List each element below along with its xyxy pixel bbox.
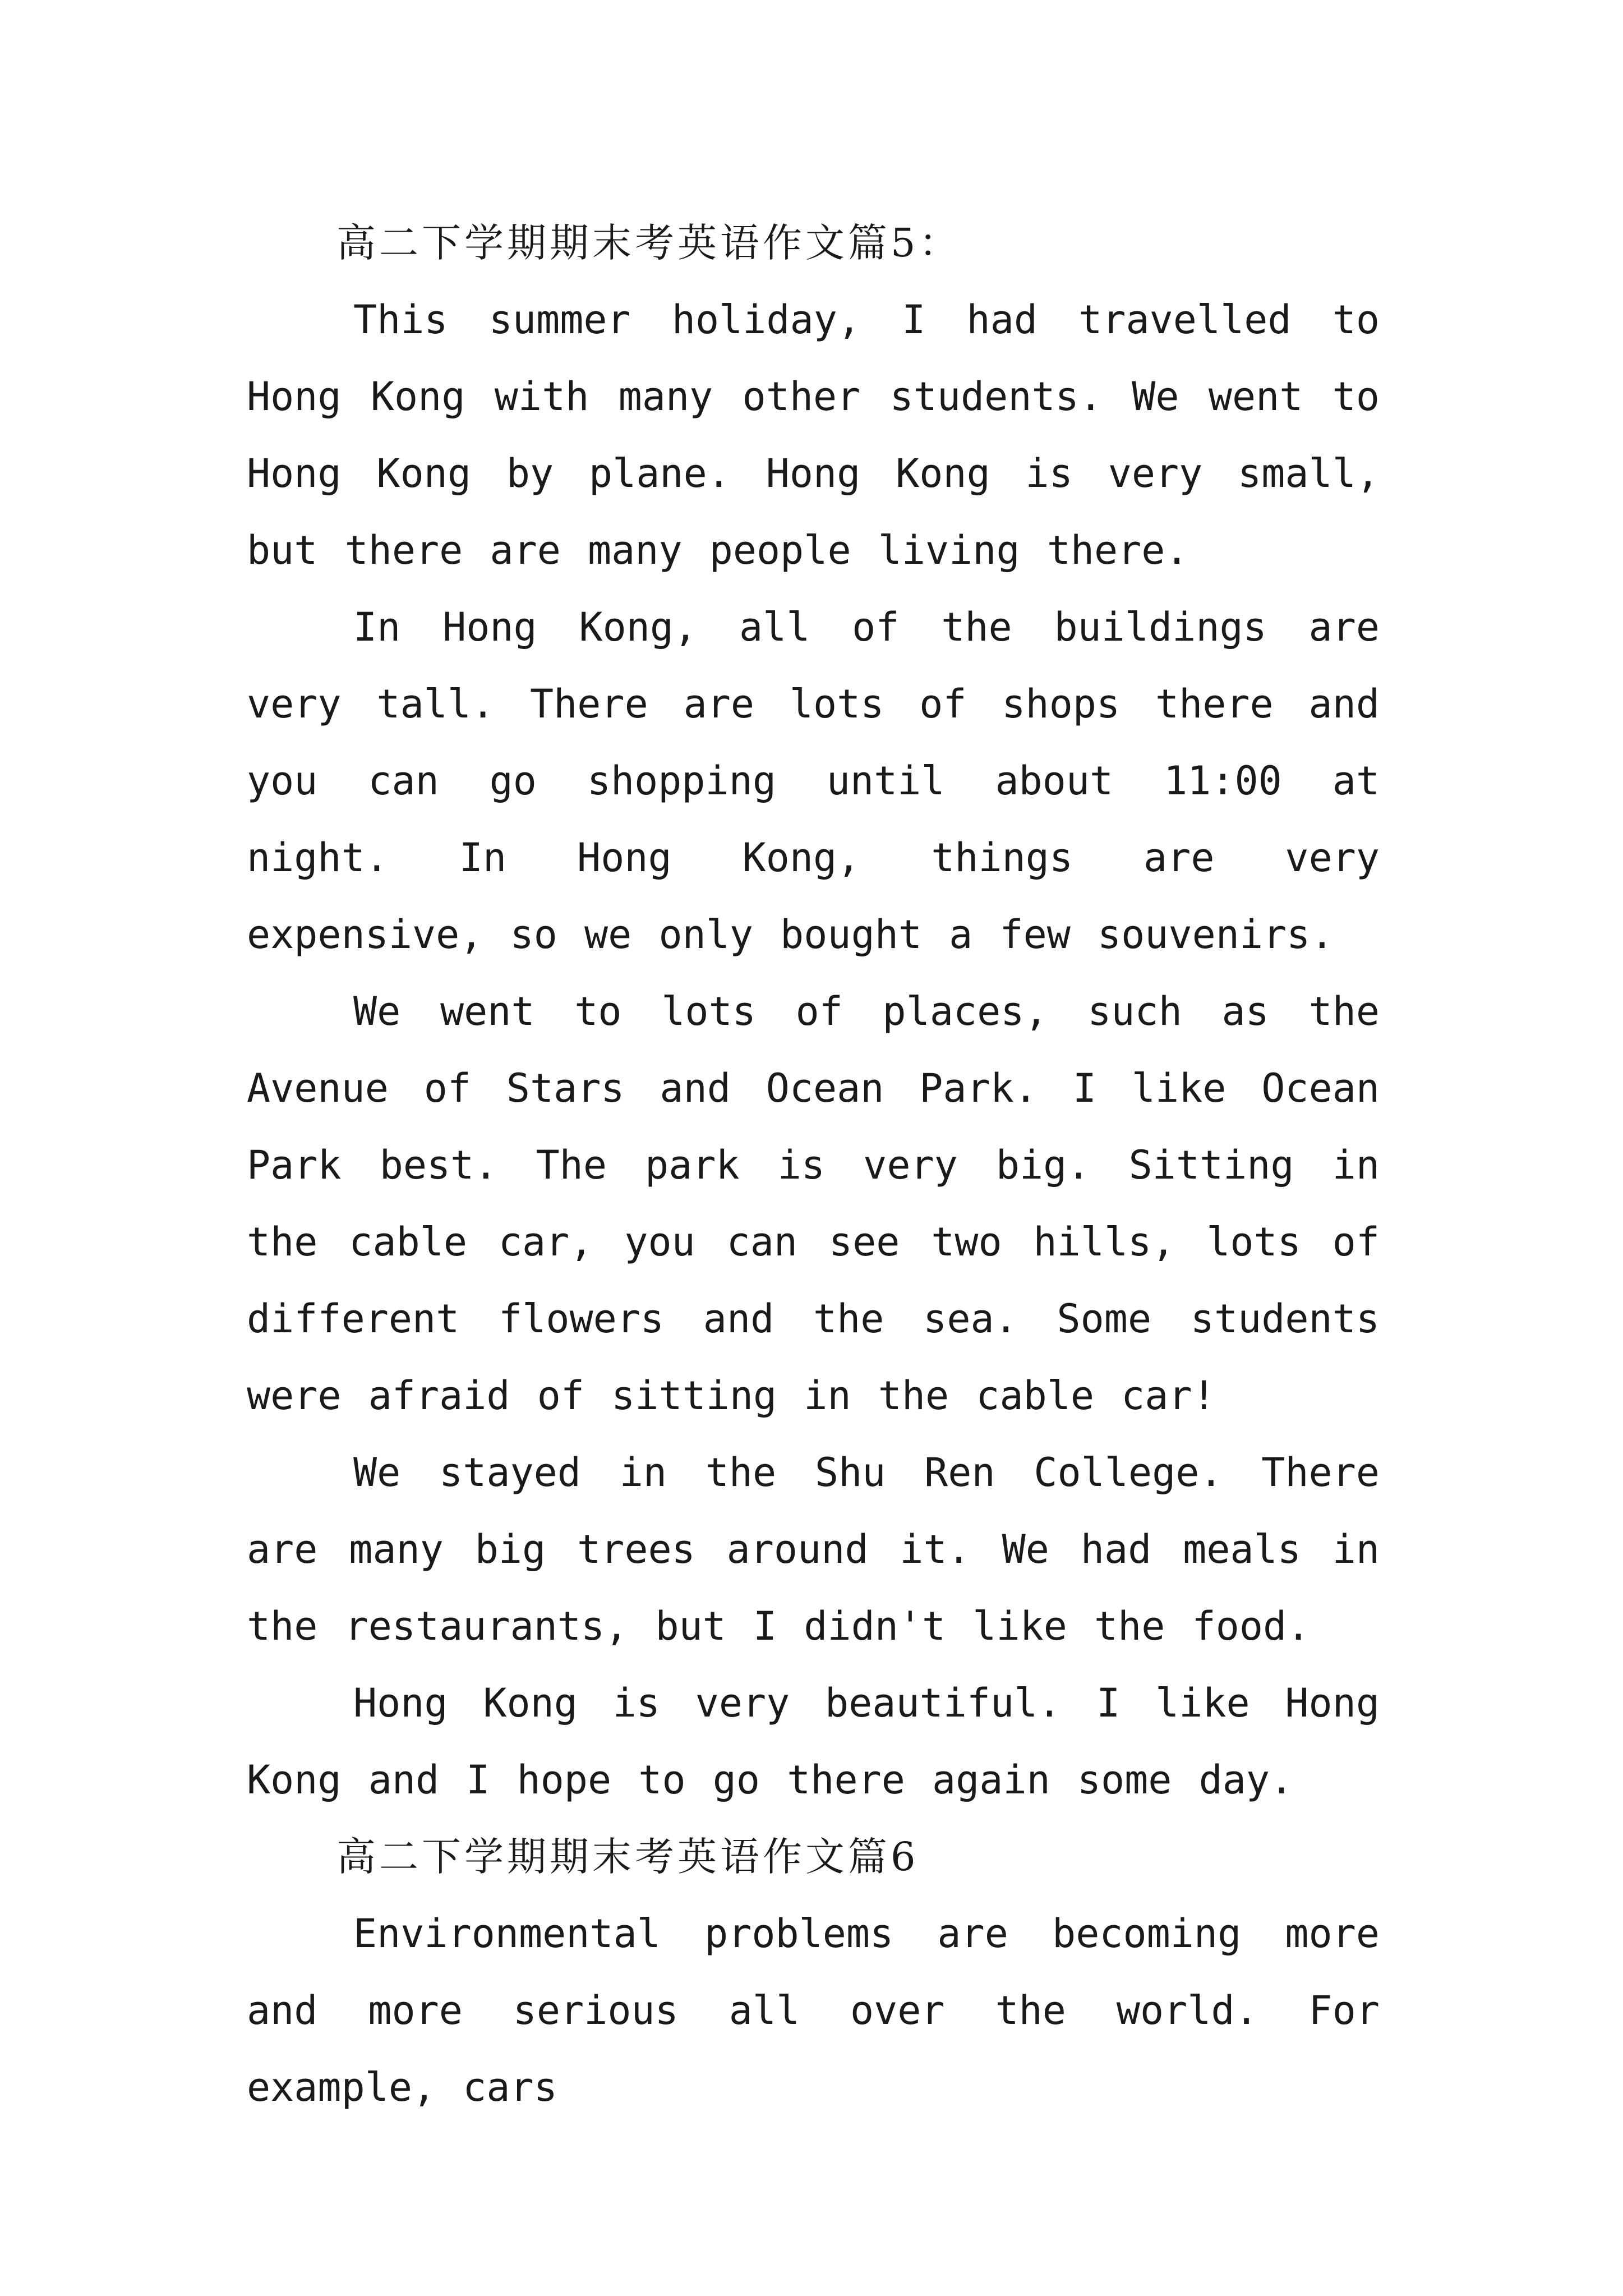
essay-5-paragraph-3: We went to lots of places, such as the Avenue of Stars and Ocean Park. I like Ocean Park best. The park is very big. Sitting in the cable car, you can see two hills, lots of different flowers and the sea. Some students were afraid of sitting in the cable car! xyxy=(247,988,1380,1419)
essay-6-heading: 高二下学期期末考英语作文篇6 xyxy=(336,1834,919,1880)
essay-5-paragraph-5: Hong Kong is very beautiful. I like Hong Kong and I hope to go there again some day. xyxy=(247,1680,1380,1803)
essay-5-paragraph-1: This summer holiday, I had travelled to Hong Kong with many other students. We went to Hong Kong by plane. Hong Kong is very small, but there are many people living there. xyxy=(247,297,1380,573)
document-body xyxy=(247,205,1380,2126)
essay-6-paragraph-1: Environmental problems are becoming more and more serious all over the world. For example, cars xyxy=(247,1911,1380,2110)
essay-5-heading: 高二下学期期末考英语作文篇5： xyxy=(336,220,962,266)
essay-5-paragraph-2: In Hong Kong, all of the buildings are very tall. There are lots of shops there and you can go shopping until about 11:00 at night. In Hong Kong, things are very expensive, so we only bought a few souvenirs. xyxy=(247,604,1380,958)
essay-5-paragraph-4: We stayed in the Shu Ren College. There are many big trees around it. We had meals in the restaurants, but I didn't like the food. xyxy=(247,1450,1380,1649)
